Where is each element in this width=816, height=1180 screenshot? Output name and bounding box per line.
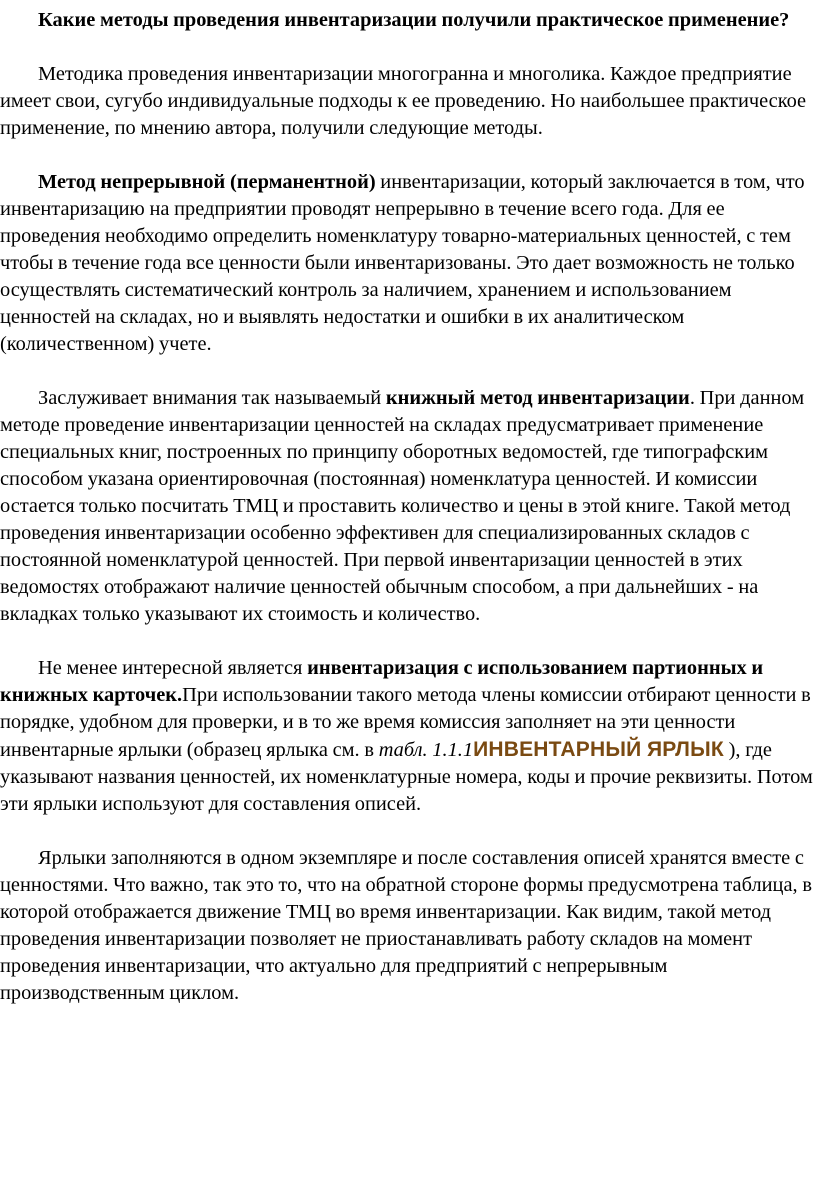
continuous-method-term: Метод непрерывной (перманентной) [38, 171, 376, 193]
inventory-tag-link[interactable]: ИНВЕНТАРНЫЙ ЯРЛЫК [473, 738, 724, 761]
book-method-text: . При данном методе проведение инвентаризации ценностей на складах предусматривает применение специальных книг, построенных по принципу оборотных ведомостей, где типографским способом указана ориентировочная (постоянная) номенклатура ценностей. И комиссии остается только посчитать ТМЦ и проставить количество и цены в этой книге. Такой метод проведения инвентаризации особенно эффективен для специализированных складов с постоянной номенклатурой ценностей. При первой инвентаризации ценностей в этих ведомостях отображают наличие ценностей обычным способом, а при дальнейших - на вкладках только указывают их стоимость и количество. [0, 387, 805, 625]
paragraph-intro [0, 61, 816, 142]
cards-method-text: При использовании такого метода члены комиссии отбирают ценности в порядке, удобном для проверки, и в то же время комиссия заполняет на эти ценности инвентарные ярлыки (образец ярлыка см. в [0, 684, 811, 761]
book-method-lead: Заслуживает внимания так называемый [38, 387, 386, 409]
heading-text: Какие методы проведения инвентаризации получили практическое применение? [38, 9, 790, 31]
paragraph-cards-method [0, 655, 816, 818]
cards-method-term: инвентаризация с использованием партионных и книжных карточек. [0, 657, 764, 706]
paragraph-book-method [0, 385, 816, 628]
cards-method-tail: ), где указывают названия ценностей, их номенклатурные номера, коды и прочие реквизиты. Потом эти ярлыки используют для составления описей. [0, 739, 813, 815]
continuous-method-text: инвентаризации, который заключается в том, что инвентаризацию на предприятии проводят непрерывно в течение всего года. Для ее проведения необходимо определить номенклатуру товарно-материальных ценностей, с тем чтобы в течение года все ценности были инвентаризованы. Это дает возможность не только осуществлять систематический контроль за наличием, хранением и использованием ценностей на складах, но и выявлять недостатки и ошибки в их аналитическом (количественном) учете. [0, 171, 805, 355]
cards-method-lead: Не менее интересной является [38, 657, 308, 679]
table-reference: табл. 1.1.1 [378, 739, 474, 761]
paragraph-intro-text: Методика проведения инвентаризации многогранна и многолика. Каждое предприятие имеет свои, сугубо индивидуальные подходы к ее проведению. Но наибольшее практическое применение, по мнению автора, получили следующие методы. [0, 63, 807, 139]
heading [0, 7, 816, 34]
paragraph-continuous-method [0, 169, 816, 358]
paragraph-labels-text: Ярлыки заполняются в одном экземпляре и после составления описей хранятся вместе с ценностями. Что важно, так это то, что на обратной стороне формы предусмотрена таблица, в которой отображается движение ТМЦ во время инвентаризации. Как видим, такой метод проведения инвентаризации позволяет не приостанавливать работу складов на момент проведения инвентаризации, что актуально для предприятий с непрерывным производственным циклом. [0, 847, 812, 1004]
book-method-term: книжный метод инвентаризации [385, 387, 690, 409]
paragraph-labels [0, 845, 816, 1007]
